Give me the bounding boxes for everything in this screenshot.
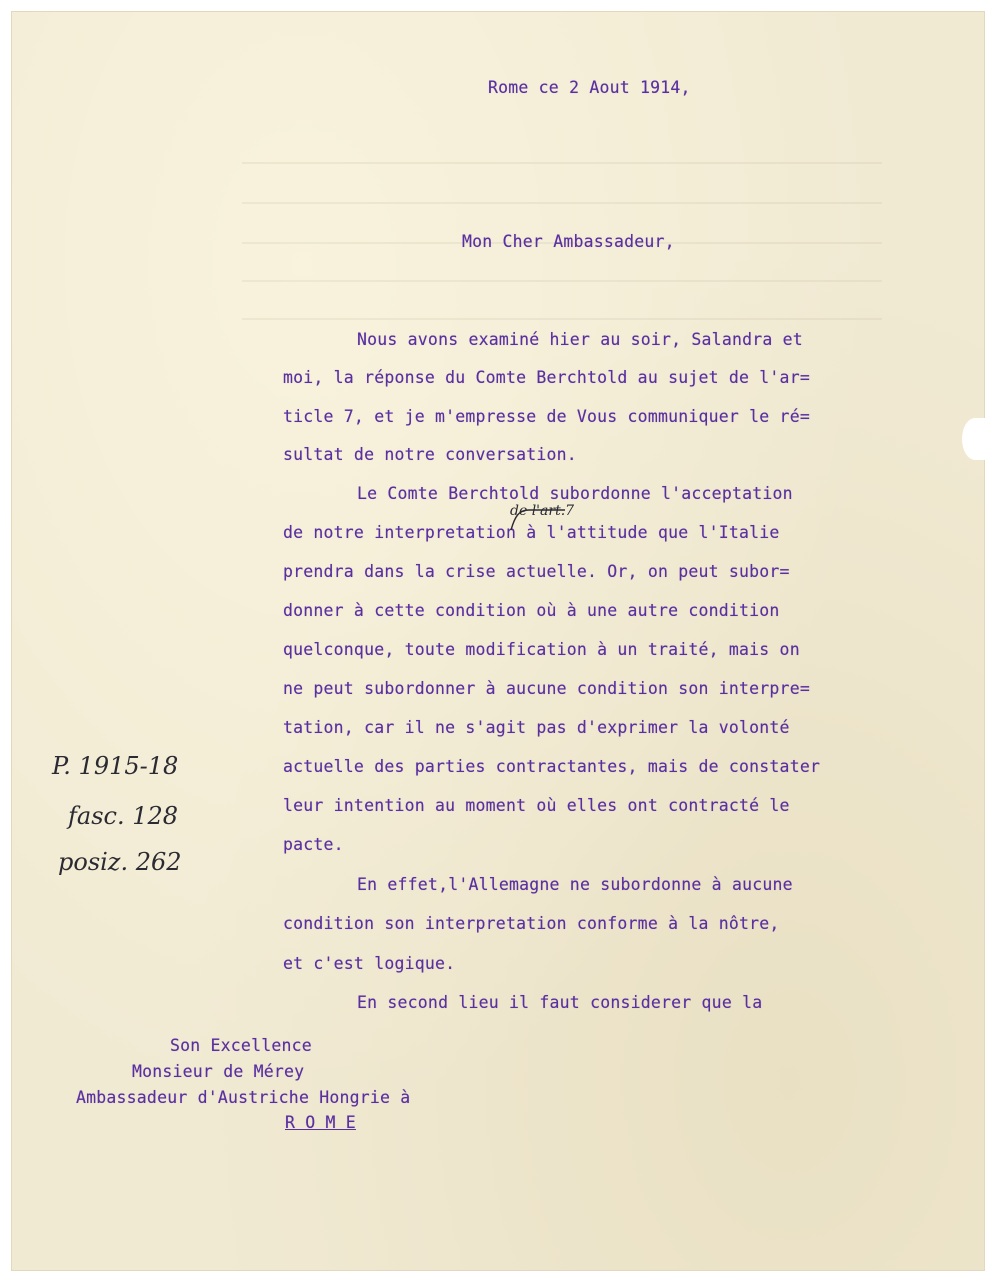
date-line: Rome ce 2 Aout 1914, — [488, 78, 691, 97]
body-line: leur intention au moment où elles ont contracté le — [283, 796, 790, 815]
body-line: actuelle des parties contractantes, mais de constater — [283, 757, 821, 776]
torn-edge-notch — [962, 418, 988, 460]
body-line: de notre interpretation à l'attitude que l'Italie — [283, 523, 780, 542]
addressee-title: Son Excellence — [170, 1036, 312, 1055]
body-line: ticle 7, et je m'empresse de Vous communiquer le ré= — [283, 407, 810, 426]
body-line: moi, la réponse du Comte Berchtold au sujet de l'ar= — [283, 368, 810, 387]
body-line: En effet,l'Allemagne ne subordonne à aucune — [357, 875, 793, 894]
body-line: ne peut subordonner à aucune condition son interpre= — [283, 679, 810, 698]
show-through-line — [242, 280, 882, 282]
body-line: Le Comte Berchtold subordonne l'acceptation — [357, 484, 793, 503]
body-line: tation, car il ne s'agit pas d'exprimer la volonté — [283, 718, 790, 737]
addressee-role: Ambassadeur d'Austriche Hongrie à — [76, 1088, 411, 1107]
addressee-city: R O M E — [285, 1113, 356, 1132]
body-line: pacte. — [283, 835, 344, 854]
body-line: condition son interpretation conforme à la nôtre, — [283, 914, 780, 933]
body-line: sultat de notre conversation. — [283, 445, 577, 464]
archive-ref-line: fasc. 128 — [68, 802, 179, 830]
body-line: prendra dans la crise actuelle. Or, on peut subor= — [283, 562, 790, 581]
archive-ref-line: posiz. 262 — [58, 848, 182, 876]
archive-ref-line: P. 1915-18 — [52, 752, 179, 780]
body-line: donner à cette condition où à une autre condition — [283, 601, 780, 620]
body-line: En second lieu il faut considerer que la — [357, 993, 763, 1012]
show-through-line — [242, 162, 882, 164]
addressee-name: Monsieur de Mérey — [132, 1062, 305, 1081]
salutation: Mon Cher Ambassadeur, — [462, 232, 675, 251]
body-line: Nous avons examiné hier au soir, Salandra et — [357, 330, 803, 349]
show-through-line — [242, 202, 882, 204]
handwritten-insertion: de l'art.7 — [510, 503, 575, 519]
body-line: quelconque, toute modification à un traité, mais on — [283, 640, 800, 659]
show-through-line — [242, 318, 882, 320]
body-line: et c'est logique. — [283, 954, 456, 973]
